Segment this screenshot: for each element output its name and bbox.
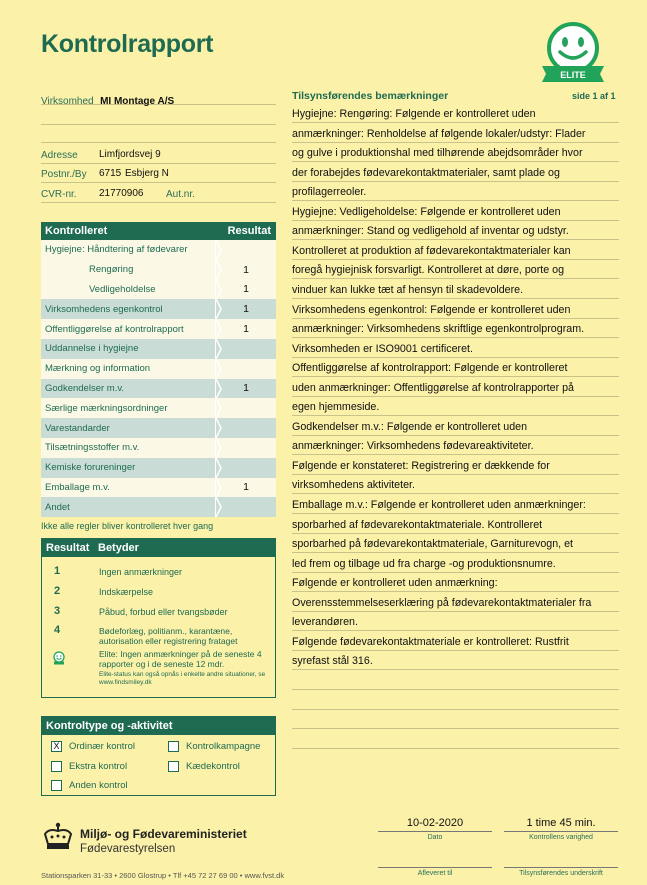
remark-line: anmærkninger: Renholdelse af følgende lokaler/udstyr: Flader bbox=[292, 127, 586, 140]
cvr-label: CVR-nr. bbox=[41, 189, 77, 200]
kontrol-row-label: Virksomhedens egenkontrol bbox=[45, 303, 163, 315]
kontrol-row-label: Offentliggørelse af kontrolrapport bbox=[45, 323, 184, 335]
remark-divider bbox=[292, 357, 619, 358]
checkbox-ekstra[interactable] bbox=[51, 761, 127, 772]
remark-divider bbox=[292, 454, 619, 455]
kontrol-row-label: Uddannelse i hygiejne bbox=[45, 343, 139, 355]
row-separator-icon bbox=[216, 280, 222, 300]
row-separator-icon bbox=[216, 319, 222, 339]
kontrol-row bbox=[41, 280, 276, 300]
kontrol-row-result bbox=[215, 438, 276, 458]
remark-line: uden anmærkninger: Offentliggørelse af kontrolrapporter på bbox=[292, 381, 574, 394]
col-resultat: Resultat bbox=[227, 225, 271, 237]
remark-divider bbox=[292, 376, 619, 377]
kontrol-row-label: Mærkning og information bbox=[45, 363, 151, 375]
remark-divider bbox=[292, 630, 619, 631]
kontrol-row-label: Tilsætningsstoffer m.v. bbox=[45, 442, 140, 454]
divider bbox=[504, 867, 618, 868]
resultat-legend-header bbox=[42, 539, 275, 557]
divider bbox=[41, 202, 276, 203]
kontrol-row-result bbox=[215, 497, 276, 517]
remark-line: Følgende er konstateret: Registrering er dækkende for bbox=[292, 459, 550, 472]
postnr-value: 6715 bbox=[99, 168, 122, 179]
remark-divider bbox=[292, 513, 619, 514]
afleveret-caption: Afleveret til bbox=[417, 870, 453, 877]
remark-line: sporbarhed af fødevarekontaktmateriale. Kontrolleret bbox=[292, 518, 543, 531]
kontrol-row bbox=[41, 319, 276, 339]
remark-line: anmærkninger: Virksomhedens skriftlige egenkontrolprogram. bbox=[292, 323, 585, 336]
remark-line: syrefast stål 316. bbox=[292, 655, 373, 668]
checkbox-anden[interactable] bbox=[51, 780, 128, 791]
kontrol-row bbox=[41, 359, 276, 379]
remark-line: profilagerreoler. bbox=[292, 186, 367, 199]
remark-divider bbox=[292, 493, 619, 494]
remark-line: der forabejdes fødevarekontaktmaterialer, samt plade og bbox=[292, 166, 560, 179]
remark-divider bbox=[292, 611, 619, 612]
crown-logo-icon bbox=[41, 822, 75, 857]
kontrol-row-result bbox=[215, 359, 276, 379]
remark-divider bbox=[292, 318, 619, 319]
agency-name: Fødevarestyrelsen bbox=[80, 843, 176, 855]
kontroltype-box bbox=[41, 716, 276, 796]
remark-line: Virksomheden er ISO9001 certificeret. bbox=[292, 342, 473, 355]
remark-divider bbox=[292, 181, 619, 182]
remark-divider bbox=[292, 415, 619, 416]
divider bbox=[378, 831, 492, 832]
kontrol-row-result: 1 bbox=[215, 260, 276, 280]
checkbox-box[interactable]: X bbox=[51, 741, 62, 752]
remark-line: Følgende fødevarekontaktmateriale er kontrolleret: Rustfrit bbox=[292, 635, 569, 648]
legend-num: 1 bbox=[54, 565, 61, 577]
page-indicator: side 1 af 1 bbox=[572, 91, 616, 101]
checkbox-ordinaer[interactable] bbox=[51, 741, 135, 752]
aut-label: Aut.nr. bbox=[166, 189, 195, 200]
row-separator-icon bbox=[216, 339, 222, 359]
remark-line: Godkendelser m.v.: Følgende er kontrolleret uden bbox=[292, 420, 528, 433]
elite-text: Elite: Ingen anmærkninger på de seneste 4 rapporter og i de seneste 12 mdr. bbox=[99, 649, 262, 669]
kontrol-row-label: Varestandarder bbox=[45, 422, 110, 434]
kontrol-row-result bbox=[215, 339, 276, 359]
kontrol-row bbox=[41, 478, 276, 498]
remark-line: virksomhedens aktiviteter. bbox=[292, 479, 415, 492]
row-separator-icon bbox=[216, 458, 222, 478]
remark-divider bbox=[292, 239, 619, 240]
remark-line: Virksomhedens egenkontrol: Følgende er kontrolleret uden bbox=[292, 303, 571, 316]
kontrol-row-result bbox=[215, 240, 276, 260]
remark-divider bbox=[292, 298, 619, 299]
remark-divider bbox=[292, 200, 619, 201]
row-separator-icon bbox=[216, 478, 222, 498]
remark-line: Hygiejne: Vedligeholdelse: Følgende er kontrolleret uden bbox=[292, 205, 561, 218]
row-separator-icon bbox=[216, 240, 222, 260]
kontroltype-title: Kontroltype og -aktivitet bbox=[42, 717, 275, 735]
kontrol-row-result: 1 bbox=[215, 478, 276, 498]
legend-text: Bødeforlæg, politianm., karantæne, autorisation eller registrering frataget bbox=[99, 626, 238, 646]
remark-divider bbox=[292, 552, 619, 553]
row-separator-icon bbox=[216, 260, 222, 280]
remark-divider bbox=[292, 142, 619, 143]
remark-divider bbox=[292, 435, 619, 436]
kontrol-row-result bbox=[215, 458, 276, 478]
page-title: Kontrolrapport bbox=[41, 30, 214, 58]
divider bbox=[378, 867, 492, 868]
kontrol-row bbox=[41, 260, 276, 280]
signature-caption: Tilsynsførendes underskrift bbox=[519, 870, 603, 877]
remark-divider bbox=[292, 278, 619, 279]
row-separator-icon bbox=[216, 398, 222, 418]
kontrol-table-header bbox=[41, 222, 276, 240]
kontrol-row-label: Godkendelser m.v. bbox=[45, 382, 125, 394]
remark-divider bbox=[292, 220, 619, 221]
kontrol-note: Ikke alle regler bliver kontrolleret hver gang bbox=[41, 521, 214, 531]
legend-num: 3 bbox=[54, 605, 61, 617]
virksomhed-value: MI Montage A/S bbox=[100, 96, 175, 107]
kontrol-row-result bbox=[215, 398, 276, 418]
legend-num: 4 bbox=[54, 624, 61, 636]
checkbox-label: Kædekontrol bbox=[186, 761, 240, 772]
kontrol-row bbox=[41, 240, 276, 260]
remark-divider bbox=[292, 709, 619, 710]
kontrol-row-label: Hygiejne: Håndtering af fødevarer bbox=[45, 244, 188, 256]
remark-line: Følgende er kontrolleret uden anmærkning: bbox=[292, 577, 498, 590]
postnr-label: Postnr./By bbox=[41, 169, 87, 180]
kontrol-row-label: Vedligeholdelse bbox=[89, 283, 156, 295]
kontrol-row-label: Rengøring bbox=[89, 264, 134, 276]
remark-divider bbox=[292, 650, 619, 651]
row-separator-icon bbox=[216, 379, 222, 399]
kontrol-row-label: Emballage m.v. bbox=[45, 481, 110, 493]
row-separator-icon bbox=[216, 299, 222, 319]
elite-smiley-icon bbox=[538, 20, 608, 86]
kontrol-row bbox=[41, 418, 276, 438]
kontrol-row-label: Kemiske forureninger bbox=[45, 462, 136, 474]
remark-divider bbox=[292, 728, 619, 729]
remark-divider bbox=[292, 474, 619, 475]
virksomhed-row bbox=[41, 91, 174, 109]
remark-line: leverandøren. bbox=[292, 616, 358, 629]
checkbox-box[interactable] bbox=[168, 761, 179, 772]
legend-text: Ingen anmærkninger bbox=[99, 567, 183, 577]
duration-caption: Kontrollens varighed bbox=[529, 834, 593, 841]
checkbox-label: Anden kontrol bbox=[69, 780, 128, 791]
remark-divider bbox=[292, 591, 619, 592]
checkbox-kaedekontrol[interactable] bbox=[168, 761, 240, 772]
remark-divider bbox=[292, 669, 619, 670]
remark-line: vinduer kan lukke tæt af hensyn til skadevoldere. bbox=[292, 283, 524, 296]
elite-small-text: Elite-status kan også opnås i enkelte andre situationer, se www.findsmiley.dk bbox=[99, 671, 266, 686]
checkbox-box[interactable] bbox=[51, 780, 62, 791]
remark-line: Hygiejne: Rengøring: Følgende er kontrolleret uden bbox=[292, 108, 536, 120]
by-value: Esbjerg N bbox=[125, 168, 169, 179]
col-kontrolleret: Kontrolleret bbox=[45, 225, 108, 237]
kontrol-row bbox=[41, 398, 276, 418]
row-separator-icon bbox=[216, 418, 222, 438]
checkbox-box[interactable] bbox=[168, 741, 179, 752]
elite-small-icon bbox=[52, 651, 66, 667]
elite-label: ELITE bbox=[560, 70, 586, 80]
kontrol-row-result: 1 bbox=[215, 379, 276, 399]
legend-text: Indskærpelse bbox=[99, 587, 154, 597]
remark-line: Overensstemmelseserklæring på fødevarekontaktmaterialer fra bbox=[292, 596, 592, 609]
remark-line: og gulve i produktionshal med tilhørende abejdsområder hvor bbox=[292, 147, 583, 160]
kontrol-row bbox=[41, 339, 276, 359]
remark-divider bbox=[292, 689, 619, 690]
date-caption: Dato bbox=[427, 834, 443, 841]
remark-divider bbox=[292, 533, 619, 534]
remark-line: anmærkninger: Stand og vedligehold af inventar og udstyr. bbox=[292, 225, 569, 238]
remark-line: anmærkninger: Virksomhedens fødevareaktiviteter. bbox=[292, 440, 534, 453]
footer-address: Stationsparken 31-33 • 2600 Glostrup • Tlf +45 72 27 69 00 • www.fvst.dk bbox=[41, 871, 285, 880]
remark-divider bbox=[292, 396, 619, 397]
legend-text: Påbud, forbud eller tvangsbøder bbox=[99, 607, 228, 617]
kontrol-row-result bbox=[215, 418, 276, 438]
kontrol-row bbox=[41, 458, 276, 478]
checkbox-box[interactable] bbox=[51, 761, 62, 772]
remark-divider bbox=[292, 259, 619, 260]
remark-line: egen hjemmeside. bbox=[292, 401, 380, 414]
col-resultat-legend: Resultat bbox=[46, 542, 90, 554]
remark-divider bbox=[292, 572, 619, 573]
remark-divider bbox=[292, 161, 619, 162]
duration-value: 1 time 45 min. bbox=[526, 817, 596, 829]
adresse-value: Limfjordsvej 9 bbox=[99, 149, 161, 160]
divider bbox=[41, 124, 276, 125]
remark-line: Kontrolleret at produktion af fødevarekontaktmaterialer kan bbox=[292, 244, 571, 257]
remark-divider bbox=[292, 122, 619, 123]
kontrol-row-result: 1 bbox=[215, 319, 276, 339]
col-betyder: Betyder bbox=[98, 542, 139, 554]
ministry-name: Miljø- og Fødevareministeriet bbox=[80, 827, 247, 841]
divider bbox=[41, 142, 276, 143]
checkbox-label: Ekstra kontrol bbox=[69, 761, 128, 772]
remarks-title: Tilsynsførendes bemærkninger bbox=[292, 90, 449, 102]
row-separator-icon bbox=[216, 438, 222, 458]
kontrol-row bbox=[41, 497, 276, 517]
remark-line: sporbarhed på fødevarekontaktmateriale, Garniturevogn, et bbox=[292, 538, 574, 551]
legend-num: 2 bbox=[54, 585, 61, 597]
row-separator-icon bbox=[216, 497, 222, 517]
divider bbox=[41, 163, 276, 164]
remark-line: led frem og tilbage ud fra charge -og produktionsnumre. bbox=[292, 557, 556, 570]
row-separator-icon bbox=[216, 359, 222, 379]
remark-line: foregå hygiejnisk forsvarligt. Kontrolleret at døre, porte og bbox=[292, 264, 565, 277]
kontrol-row bbox=[41, 379, 276, 399]
kontrol-row-label: Andet bbox=[45, 501, 70, 513]
divider bbox=[504, 831, 618, 832]
checkbox-label: Kontrolkampagne bbox=[186, 741, 261, 752]
remark-line: Emballage m.v.: Følgende er kontrolleret uden anmærkninger: bbox=[292, 499, 586, 511]
kontrol-row-result: 1 bbox=[215, 299, 276, 319]
divider bbox=[41, 182, 276, 183]
kontrol-table bbox=[41, 222, 276, 517]
remark-divider bbox=[292, 337, 619, 338]
checkbox-kontrolkampagne[interactable] bbox=[168, 741, 260, 752]
adresse-label: Adresse bbox=[41, 150, 78, 161]
kontrol-row bbox=[41, 299, 276, 319]
kontrol-row bbox=[41, 438, 276, 458]
kontrol-row-result: 1 bbox=[215, 280, 276, 300]
remark-line: Offentliggørelse af kontrolrapport: Følgende er kontrolleret bbox=[292, 362, 568, 375]
resultat-legend bbox=[41, 538, 276, 698]
date-value: 10-02-2020 bbox=[406, 817, 464, 829]
virksomhed-label: Virksomhed bbox=[41, 96, 94, 107]
checkbox-label: Ordinær kontrol bbox=[69, 741, 135, 752]
cvr-value: 21770906 bbox=[99, 188, 144, 199]
kontrol-row-label: Særlige mærkningsordninger bbox=[45, 402, 168, 414]
remark-divider bbox=[292, 748, 619, 749]
